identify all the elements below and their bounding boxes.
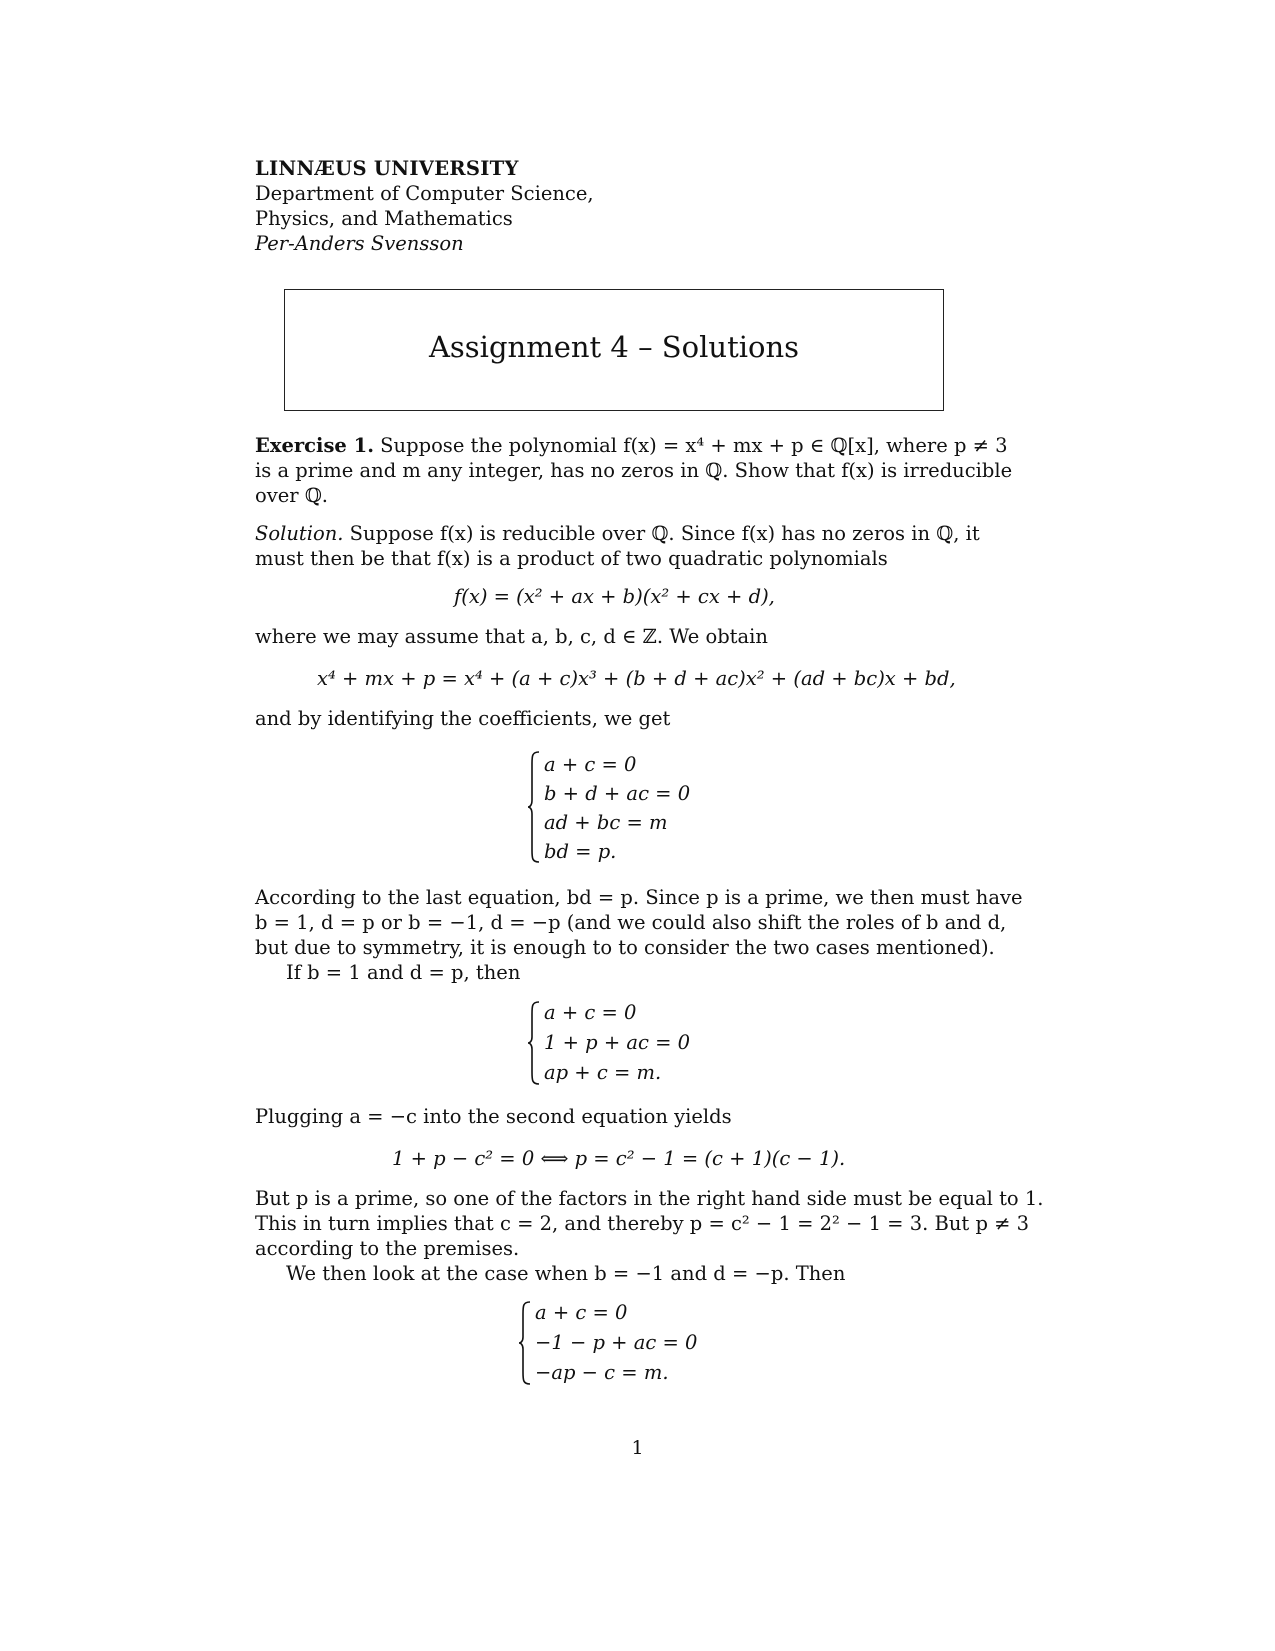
solution-label: Solution. [255,522,344,545]
para-3-line-1: But p is a prime, so one of the factors in the right hand side must be equal to 1. [255,1187,1044,1210]
system-1-eq-2: b + d + ac = 0 [544,782,691,805]
exercise-label: Exercise 1. [255,434,374,457]
system-1-brace [527,750,541,864]
author-name: Per-Anders Svensson [255,232,464,255]
para-3-line-2: This in turn implies that c = 2, and thereby p = c² − 1 = 2² − 1 = 3. But p ≠ 3 [255,1212,1030,1235]
system-2-eq-1: a + c = 0 [544,1001,637,1024]
para-1-line-1: According to the last equation, bd = p. Since p is a prime, we then must have [255,886,1023,909]
system-1-eq-3: ad + bc = m [544,811,668,834]
system-2-brace [527,1000,541,1086]
exercise-line-1 [255,433,1008,458]
equation-factorization: f(x) = (x² + ax + b)(x² + cx + d), [454,585,775,608]
system-3-eq-3: −ap − c = m. [535,1361,669,1384]
para-2-line-1: If b = 1 and d = p, then [286,961,521,984]
university-name: LINNÆUS UNIVERSITY [255,157,519,180]
system-2-eq-3: ap + c = m. [544,1061,662,1084]
exercise-line-3: over ℚ. [255,484,329,507]
para-1-line-2: b = 1, d = p or b = −1, d = −p (and we could also shift the roles of b and d, [255,911,1007,934]
equation-expansion: x⁴ + mx + p = x⁴ + (a + c)x³ + (b + d + ac)x² + (ad + bc)x + bd, [317,667,956,690]
solution-line-3: where we may assume that a, b, c, d ∈ ℤ. We obtain [255,625,768,648]
exercise-line-2: is a prime and m any integer, has no zeros in ℚ. Show that f(x) is irreducible [255,459,1013,482]
para-1-line-3: but due to symmetry, it is enough to to consider the two cases mentioned). [255,936,995,959]
equation-c-squared: 1 + p − c² = 0 ⟺ p = c² − 1 = (c + 1)(c − 1). [392,1147,846,1170]
system-3-brace [518,1300,532,1386]
solution-text-1: Suppose f(x) is reducible over ℚ. Since f(x) has no zeros in ℚ, it [343,522,980,545]
page-number: 1 [631,1437,644,1459]
system-3-eq-2: −1 − p + ac = 0 [535,1331,698,1354]
system-2-eq-2: 1 + p + ac = 0 [544,1031,691,1054]
solution-line-4: and by identifying the coefficients, we get [255,707,671,730]
department-line-1: Department of Computer Science, [255,182,594,205]
system-1-eq-1: a + c = 0 [544,753,637,776]
system-1-eq-4: bd = p. [544,840,617,863]
exercise-text-1: Suppose the polynomial f(x) = x⁴ + mx + p ∈ ℚ[x], where p ≠ 3 [373,434,1008,457]
solution-line-5: Plugging a = −c into the second equation yields [255,1105,732,1128]
system-3-eq-1: a + c = 0 [535,1301,628,1324]
solution-line-2: must then be that f(x) is a product of two quadratic polynomials [255,547,888,570]
page-title: Assignment 4 – Solutions [428,330,800,364]
para-4-line-1: We then look at the case when b = −1 and d = −p. Then [286,1262,846,1285]
solution-line-1 [255,521,980,546]
para-3-line-3: according to the premises. [255,1237,520,1260]
title-box [284,289,944,411]
department-line-2: Physics, and Mathematics [255,207,513,230]
